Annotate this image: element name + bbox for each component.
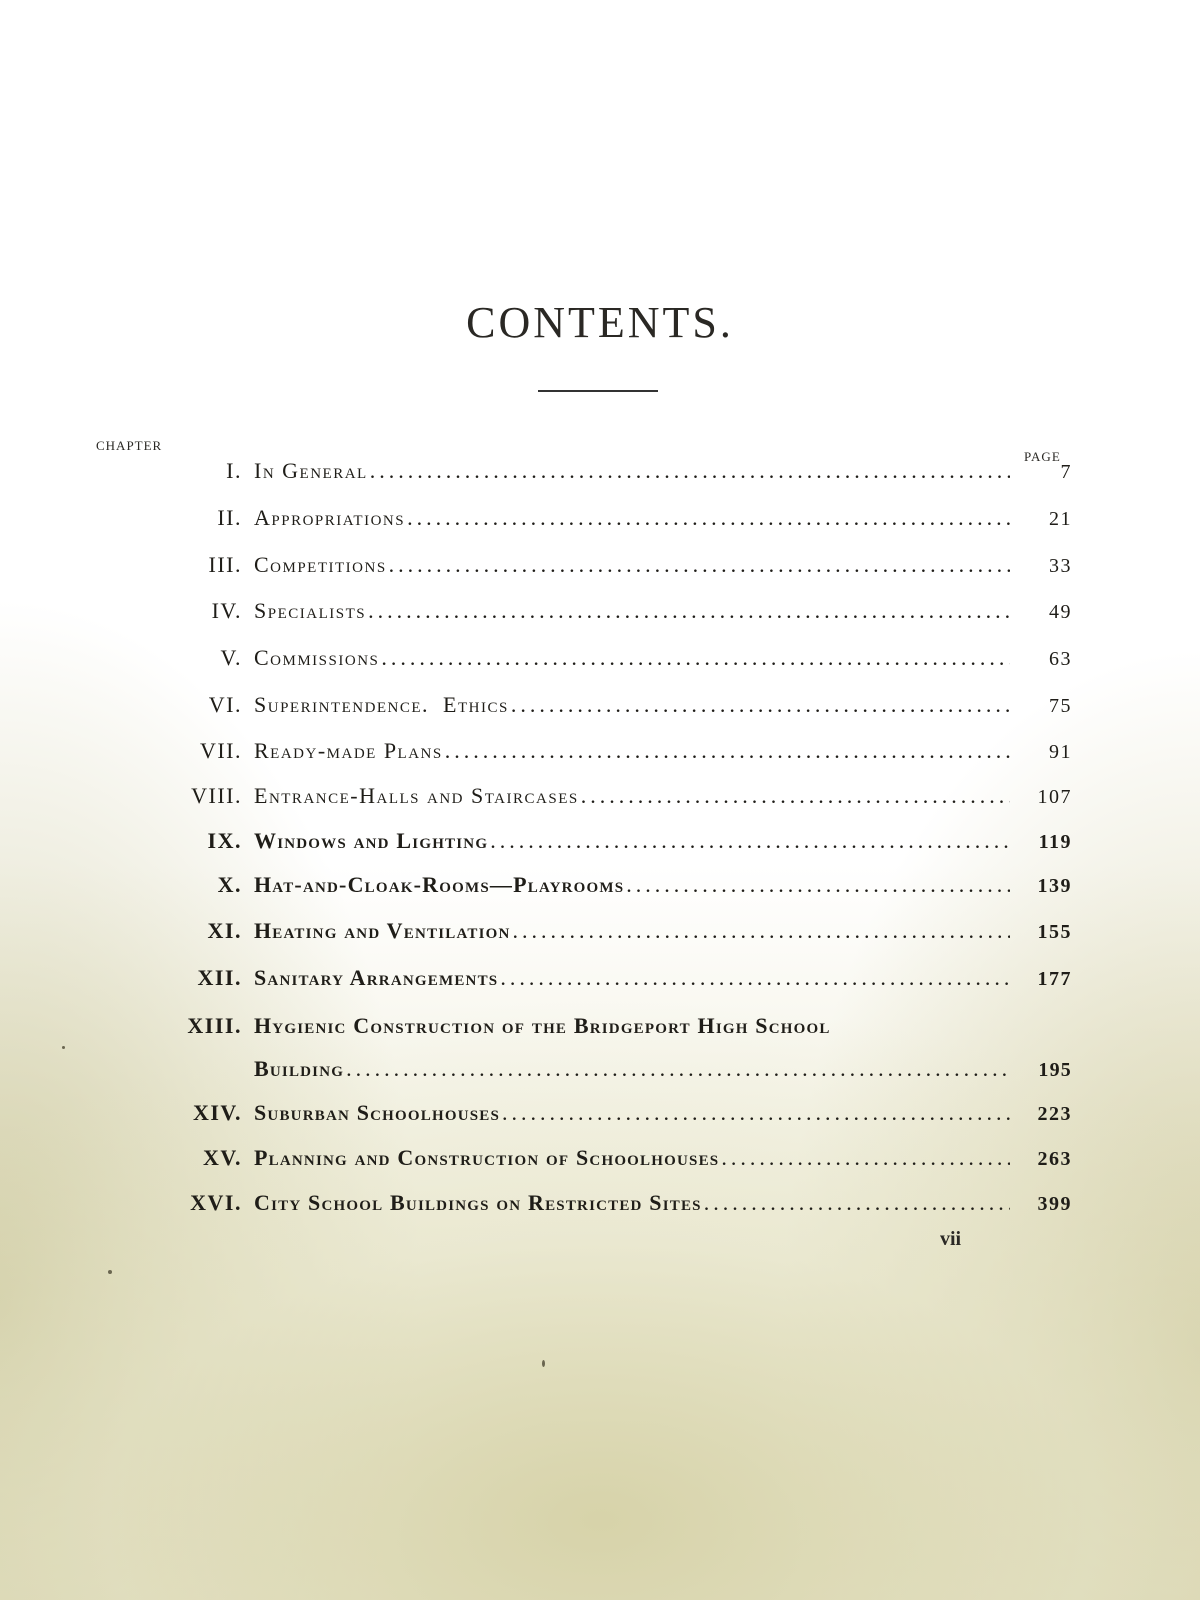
chapter-numeral: I. [226, 458, 242, 483]
dot-leader [445, 738, 1010, 764]
chapter-numeral: XV. [203, 1145, 242, 1170]
toc-entry [60, 1100, 1072, 1136]
dot-leader [511, 692, 1010, 718]
dot-leader [704, 1190, 1010, 1216]
chapter-numeral: XIV. [192, 1100, 242, 1125]
toc-entry [60, 1190, 1072, 1226]
chapter-title: Specialists [254, 598, 367, 623]
page-title: CONTENTS. [466, 298, 734, 348]
chapter-numeral: VIII. [191, 783, 242, 808]
dot-leader [500, 965, 1010, 991]
dot-leader [370, 458, 1010, 484]
chapter-title: Windows and Lighting [254, 828, 489, 853]
page-number: 91 [1049, 741, 1072, 763]
dot-leader [389, 552, 1010, 578]
chapter-numeral: X. [217, 872, 242, 897]
page-number: 139 [1037, 875, 1072, 897]
chapter-title: Heating and Ventilation [254, 918, 511, 943]
chapter-title: Hygienic Construction of the Bridgeport High School [254, 1013, 831, 1038]
chapter-numeral: VII. [199, 738, 242, 763]
page-number: 75 [1049, 695, 1072, 717]
toc-entry [60, 692, 1072, 728]
toc-entry [60, 458, 1072, 494]
page-number: 119 [1038, 831, 1072, 853]
page-number: 7 [1060, 461, 1072, 483]
chapter-title: City School Buildings on Restricted Sites [254, 1190, 702, 1215]
chapter-title: Entrance-Halls and Staircases [254, 783, 579, 808]
page-number: 223 [1037, 1103, 1072, 1125]
toc-entry [60, 918, 1072, 954]
page-number: 155 [1037, 921, 1072, 943]
page-number: 107 [1037, 786, 1072, 808]
chapter-numeral: XIII. [187, 1013, 242, 1038]
chapter-numeral: XVI. [190, 1190, 242, 1215]
toc-entry [60, 965, 1072, 1001]
toc-entry [60, 598, 1072, 634]
dot-leader [513, 918, 1010, 944]
chapter-title: Sanitary Arrangements [254, 965, 499, 990]
chapter-title: Ready-made Plans [254, 738, 443, 763]
toc-entry [60, 1145, 1072, 1181]
toc-entry [60, 738, 1072, 774]
page-number: 33 [1049, 555, 1072, 577]
chapter-title: Planning and Construction of Schoolhouses [254, 1145, 720, 1170]
chapter-title: Superintendence. Ethics [254, 692, 509, 717]
dot-leader [626, 872, 1010, 898]
chapter-title: Suburban Schoolhouses [254, 1100, 501, 1125]
dot-leader [502, 1100, 1010, 1126]
chapter-numeral: VI. [208, 692, 242, 717]
page-column-header: PAGE [1024, 449, 1061, 464]
dot-leader [490, 828, 1010, 854]
toc-entry [60, 783, 1072, 819]
dot-leader [381, 645, 1010, 671]
dot-leader [721, 1145, 1010, 1171]
chapter-numeral: IX. [207, 828, 242, 853]
title-rule [538, 390, 658, 392]
dot-leader [368, 598, 1010, 624]
chapter-title-continuation: Building [254, 1056, 345, 1081]
page-folio: vii [940, 1228, 962, 1250]
dot-leader [407, 505, 1010, 531]
chapter-title: Commissions [254, 645, 380, 670]
toc-entry [60, 645, 1072, 681]
page-number: 399 [1037, 1193, 1072, 1215]
chapter-numeral: V. [220, 645, 242, 670]
chapter-numeral: XI. [207, 918, 242, 943]
page-number: 195 [1038, 1059, 1072, 1081]
chapter-numeral: III. [208, 552, 242, 577]
chapter-title: Competitions [254, 552, 387, 577]
page-number: 49 [1049, 601, 1072, 623]
toc-entry-continuation [254, 1056, 1072, 1092]
chapter-numeral: IV. [211, 598, 242, 623]
chapter-numeral: XII. [197, 965, 242, 990]
chapter-title: Appropriations [254, 505, 406, 530]
page-number: 177 [1037, 968, 1072, 990]
chapter-title: Hat-and-Cloak-Rooms—Playrooms [254, 872, 625, 897]
paper-speck [62, 1046, 65, 1049]
paper-speck [542, 1360, 545, 1367]
page-number: 63 [1049, 648, 1072, 670]
page-number: 263 [1037, 1148, 1072, 1170]
toc-entry [60, 552, 1072, 588]
toc-entry [60, 828, 1072, 864]
chapter-numeral: II. [217, 505, 242, 530]
toc-entry [60, 1013, 1072, 1049]
toc-entry [60, 505, 1072, 541]
dot-leader [581, 783, 1010, 809]
paper-speck [108, 1270, 112, 1274]
page-number: 21 [1049, 508, 1072, 530]
dot-leader [346, 1056, 1010, 1082]
toc-entry [60, 872, 1072, 908]
chapter-column-header: CHAPTER [96, 438, 163, 453]
chapter-title: In General [254, 458, 368, 483]
